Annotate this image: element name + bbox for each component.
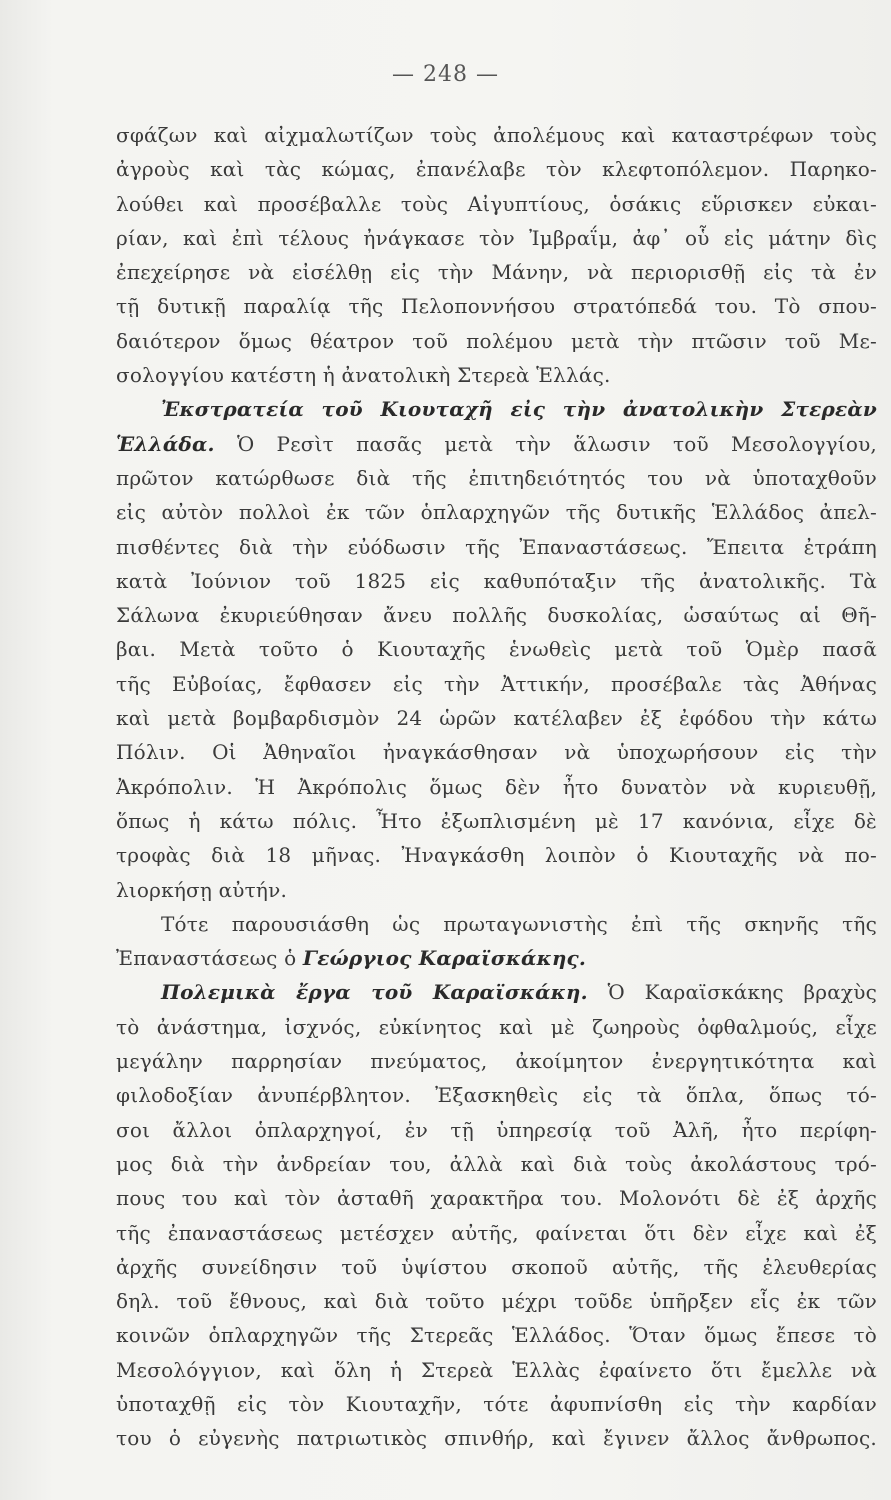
line-text: πισθέντες διὰ τὴν εὐόδωσιν τῆς Ἐπαναστάσεως. Ἔπειτα ἐτράπη <box>116 534 877 559</box>
text-line <box>116 804 877 838</box>
text-line <box>116 187 877 221</box>
text-line <box>116 358 877 392</box>
line-text: ἀγροὺς καὶ τὰς κώμας, ἐπανέλαβε τὸν κλεφτοπόλεμον. Παρηκο- <box>116 157 877 182</box>
page-number: — 248 — <box>392 62 499 87</box>
line-text: ὅπως ἡ κάτω πόλις. Ἦτο ἐξωπλισμένη μὲ 17 κανόνια, εἶχε δὲ <box>116 808 877 833</box>
line-text: τῆς ἐπαναστάσεως μετέσχεν αὐτῆς, φαίνεται ὅτι δὲν εἶχε καὶ ἐξ <box>116 1220 877 1245</box>
text-line <box>116 1147 877 1181</box>
text-line <box>116 1010 877 1044</box>
line-text: φιλοδοξίαν ἀνυπέρβλητον. Ἐξασκηθεὶς εἰς τὰ ὅπλα, ὅπως τό- <box>116 1083 877 1108</box>
section-heading: Πολεμικὰ ἔργα τοῦ Καραϊσκάκη. <box>161 980 588 1005</box>
text-line <box>116 152 877 186</box>
line-text: τῇ δυτικῇ παραλίᾳ τῆς Πελοποννήσου στρατόπεδά του. Τὸ σπου- <box>116 294 877 319</box>
line-text: μεγάλην παρρησίαν πνεύματος, ἀκοίμητον ἐνεργητικότητα καὶ <box>116 1049 877 1074</box>
text-line <box>116 873 877 907</box>
line-text: λιορκήσῃ αὐτήν. <box>116 877 288 902</box>
line-text: ἀρχῆς συνείδησιν τοῦ ὑψίστου σκοποῦ αὐτῆς, τῆς ἐλευθερίας <box>116 1254 877 1279</box>
line-text: βαι. Μετὰ τοῦτο ὁ Κιουταχῆς ἑνωθεὶς μετὰ τοῦ Ὁμὲρ πασᾶ <box>116 637 877 662</box>
text-line <box>116 735 877 769</box>
line-text: σφάζων καὶ αἰχμαλωτίζων τοὺς ἀπολέμους καὶ καταστρέφων τοὺς <box>116 123 877 147</box>
line-text: τροφὰς διὰ 18 μῆνας. Ἠναγκάσθη λοιπὸν ὁ Κιουταχῆς νὰ πο- <box>116 843 877 868</box>
line-text: τῆς Εὐβοίας, ἔφθασεν εἰς τὴν Ἀττικήν, προσέβαλε τὰς Ἀθήνας <box>116 671 877 696</box>
text-line <box>116 701 877 735</box>
text-line <box>116 838 877 872</box>
text-line <box>116 289 877 323</box>
text-line <box>116 632 877 666</box>
line-text: Ἀκρόπολιν. Ἡ Ἀκρόπολις ὅμως δὲν ἦτο δυνατὸν νὰ κυριευθῇ, <box>116 774 877 799</box>
text-line <box>116 907 877 941</box>
text-line <box>116 564 877 598</box>
line-text: πους του καὶ τὸν ἀσταθῆ χαρακτῆρα του. Μολονότι δὲ ἐξ ἀρχῆς <box>116 1186 877 1211</box>
line-text: Σάλωνα ἐκυριεύθησαν ἄνευ πολλῆς δυσκολίας, ὡσαύτως αἱ Θῆ- <box>116 603 877 628</box>
line-text: Ὁ Καραϊσκάκης βραχὺς <box>587 980 877 1005</box>
text-line <box>116 667 877 701</box>
line-text: Ἐπαναστάσεως ὁ <box>116 946 303 971</box>
text-line <box>116 770 877 804</box>
text-line <box>116 1078 877 1112</box>
text-line <box>116 461 877 495</box>
line-text: πρῶτον κατώρθωσε διὰ τῆς ἐπιτηδειότητός του νὰ ὑποταχθοῦν <box>116 465 877 490</box>
line-text: σολογγίου κατέστη ἡ ἀνατολικὴ Στερεὰ Ἑλλάς. <box>116 363 611 388</box>
line-text: λούθει καὶ προσέβαλλε τοὺς Αἰγυπτίους, ὁσάκις εὕρισκεν εὐκαι- <box>116 191 877 216</box>
text-line <box>116 221 877 255</box>
line-text: ἐπεχείρησε νὰ εἰσέλθῃ εἰς τὴν Μάνην, νὰ περιορισθῇ εἰς τὰ ἐν <box>116 260 877 285</box>
line-text: κατὰ Ἰούνιον τοῦ 1825 εἰς καθυπόταξιν τῆς ἀνατολικῆς. Τὰ <box>116 568 877 593</box>
line-text: Τότε παρουσιάσθη ὡς πρωταγωνιστὴς ἐπὶ τῆς σκηνῆς τῆς <box>161 911 877 936</box>
line-text: κοινῶν ὁπλαρχηγῶν τῆς Στερεᾶς Ἑλλάδος. Ὅταν ὅμως ἔπεσε τὸ <box>116 1323 877 1348</box>
line-text: ὑποταχθῇ εἰς τὸν Κιουταχῆν, τότε ἀφυπνίσθη εἰς τὴν καρδίαν <box>116 1391 877 1416</box>
line-text: ρίαν, καὶ ἐπὶ τέλους ἠνάγκασε τὸν Ἰμβραΐμ, ἀφ᾽ οὗ εἰς μάτην δὶς <box>116 225 877 250</box>
text-line <box>116 1181 877 1215</box>
line-text: εἰς αὐτὸν πολλοὶ ἐκ τῶν ὁπλαρχηγῶν τῆς δυτικῆς Ἑλλάδος ἀπελ- <box>116 500 877 525</box>
line-text: του ὁ εὐγενὴς πατριωτικὸς σπινθήρ, καὶ ἔγινεν ἄλλος ἄνθρωπος. <box>116 1426 877 1451</box>
text-line <box>116 427 877 461</box>
line-text: Μεσολόγγιον, καὶ ὅλη ἡ Στερεὰ Ἑλλὰς ἐφαίνετο ὅτι ἔμελλε νὰ <box>116 1357 877 1382</box>
text-line <box>116 975 877 1009</box>
text-line <box>116 495 877 529</box>
text-line <box>116 255 877 289</box>
person-name-heading: Γεώργιος Καραϊσκάκης. <box>302 946 587 971</box>
text-line <box>116 1421 877 1455</box>
line-text: Πόλιν. Οἱ Ἀθηναῖοι ἠναγκάσθησαν νὰ ὑποχωρήσουν εἰς τὴν <box>116 740 877 765</box>
text-line <box>116 392 877 426</box>
text-line <box>116 1318 877 1352</box>
text-line <box>116 1353 877 1387</box>
section-heading: Ἑλλάδα. <box>116 431 215 456</box>
line-text: δαιότερον ὅμως θέατρον τοῦ πολέμου μετὰ τὴν πτῶσιν τοῦ Με- <box>116 328 877 353</box>
line-text: Ὁ Ρεσὶτ πασᾶς μετὰ τὴν ἅλωσιν τοῦ Μεσολογγίου, <box>214 431 877 456</box>
text-line <box>116 1044 877 1078</box>
text-line <box>116 941 877 975</box>
text-line <box>116 324 877 358</box>
text-line <box>116 1216 877 1250</box>
text-line <box>116 530 877 564</box>
text-line <box>116 1387 877 1421</box>
line-text: σοι ἄλλοι ὁπλαρχηγοί, ἐν τῇ ὑπηρεσίᾳ τοῦ Ἀλῆ, ἦτο περίφη- <box>116 1117 877 1142</box>
line-text: μος διὰ τὴν ἀνδρείαν του, ἀλλὰ καὶ διὰ τοὺς ἀκολάστους τρό- <box>116 1151 877 1176</box>
text-line <box>116 598 877 632</box>
line-text: καὶ μετὰ βομβαρδισμὸν 24 ὡρῶν κατέλαβεν ἐξ ἐφόδου τὴν κάτω <box>116 706 877 731</box>
body-text <box>116 118 877 1456</box>
text-line <box>116 1250 877 1284</box>
line-text: δηλ. τοῦ ἔθνους, καὶ διὰ τοῦτο μέχρι τοῦδε ὑπῆρξεν εἷς ἐκ τῶν <box>116 1289 877 1314</box>
line-text: τὸ ἀνάστημα, ἰσχνός, εὐκίνητος καὶ μὲ ζωηροὺς ὀφθαλμούς, εἶχε <box>116 1014 877 1039</box>
text-line <box>116 118 877 152</box>
section-heading: Ἐκστρατεία τοῦ Κιουταχῆ εἰς τὴν ἀνατολικὴν Στερεὰν <box>161 397 877 422</box>
text-line <box>116 1284 877 1318</box>
text-line <box>116 1113 877 1147</box>
